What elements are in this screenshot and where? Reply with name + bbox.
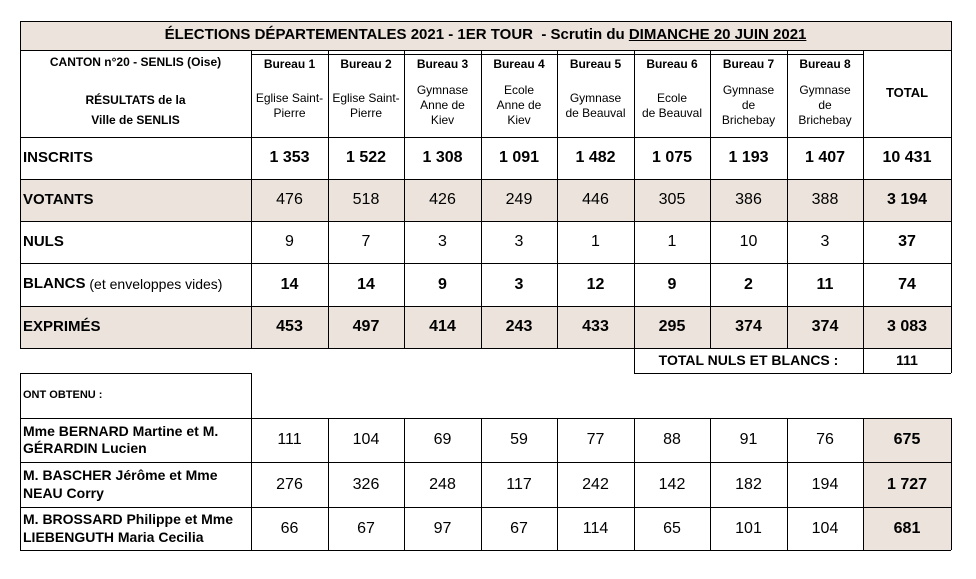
grid-line [20, 179, 951, 180]
row-total: 10 431 [882, 149, 932, 166]
candidate-name [20, 507, 251, 550]
nuls-blancs-value: 111 [896, 351, 918, 368]
row-total: 3 083 [886, 318, 928, 335]
cell-value: 12 [586, 275, 605, 293]
grid-line [20, 21, 951, 22]
grid-line [20, 50, 951, 51]
row-label-text: EXPRIMÉS [23, 317, 101, 335]
cell-value: 91 [739, 431, 758, 448]
grid-line [251, 50, 252, 348]
candidate-name-line: M. BASCHER Jérôme et Mme [23, 467, 218, 483]
bureau-name-line: de [818, 98, 832, 112]
candidate-name-line: LIEBENGUTH Maria Cecilia [23, 528, 204, 545]
candidate-name-line: GÉRARDIN Lucien [23, 440, 147, 456]
bureau-name-line: Brichebay [798, 113, 852, 127]
grid-line [863, 348, 864, 373]
cell-value: 9 [438, 275, 447, 293]
grid-line [20, 373, 21, 418]
cell-value: 3 [514, 233, 524, 250]
cell-value: 305 [658, 191, 686, 208]
grid-line [481, 50, 482, 348]
cell-value: 453 [276, 318, 303, 335]
row-label-blancs [20, 263, 251, 306]
title-date: DIMANCHE 20 JUIN 2021 [628, 26, 807, 44]
cell-value: 433 [582, 318, 609, 335]
cell-value: 117 [506, 475, 532, 493]
row-label-exprimés [20, 306, 251, 348]
bureau-name-line: Pierre [349, 105, 382, 120]
cell-value: 104 [811, 519, 839, 537]
cell-value: 1 353 [269, 149, 310, 166]
title-text: ÉLECTIONS DÉPARTEMENTALES 2021 - 1ER TOUR - Scrutin du [164, 26, 629, 44]
cell-value: 1 [591, 233, 600, 250]
cell-value: 142 [658, 475, 686, 493]
cell-value: 243 [505, 318, 533, 335]
cell-value: 242 [582, 475, 609, 493]
grid-line [251, 373, 252, 418]
grid-line [404, 50, 405, 348]
bureau-name-line: Ecole [656, 90, 688, 105]
grid-line [404, 418, 405, 550]
bureau-name-line: de Beauval [565, 105, 626, 120]
grid-line [481, 418, 482, 550]
cell-value: 1 308 [422, 149, 463, 166]
bureau-header-4: Bureau 4 [493, 56, 545, 71]
cell-value: 9 [667, 275, 677, 293]
grid-line [20, 306, 951, 307]
grid-line [951, 50, 952, 348]
cell-value: 1 075 [651, 149, 693, 166]
bureau-name-line: Pierre [273, 105, 306, 120]
bureau-header-7: Bureau 7 [722, 56, 775, 71]
grid-line [951, 418, 952, 550]
cell-value: 14 [280, 275, 299, 293]
grid-line [557, 50, 558, 348]
bureau-name-line: Eglise Saint- [332, 90, 400, 105]
cell-value: 518 [352, 191, 380, 208]
bureau-header-1: Bureau 1 [263, 56, 316, 71]
grid-line [20, 50, 21, 348]
cell-value: 1 522 [345, 149, 387, 166]
cell-value: 295 [658, 318, 686, 335]
cell-value: 497 [352, 318, 380, 335]
grid-line [20, 550, 951, 551]
grid-line [328, 418, 329, 550]
cell-value: 446 [582, 191, 609, 208]
bureau-name-5 [557, 74, 634, 137]
grid-line [634, 348, 635, 373]
cell-value: 1 407 [804, 149, 846, 166]
cell-value: 414 [429, 318, 456, 335]
bureau-name-2 [328, 74, 404, 137]
grid-line [20, 462, 951, 463]
cell-value: 326 [352, 475, 380, 493]
bureau-header-5: Bureau 5 [569, 56, 622, 71]
cell-value: 374 [735, 318, 762, 335]
cell-value: 374 [811, 318, 839, 335]
cell-value: 65 [663, 519, 681, 537]
row-total: 37 [898, 233, 916, 250]
grid-line [20, 21, 21, 50]
cell-value: 114 [582, 519, 609, 537]
cell-value: 386 [735, 191, 762, 208]
row-label-note: (et enveloppes vides) [85, 275, 223, 292]
row-label-text: INSCRITS [23, 148, 94, 166]
bureau-header-8: Bureau 8 [799, 56, 851, 71]
candidate-name [20, 462, 251, 507]
total-header: TOTAL [885, 85, 929, 101]
grid-line [863, 418, 864, 550]
cell-value: 1 091 [498, 149, 540, 166]
cell-value: 97 [433, 519, 452, 537]
row-label-text: BLANCS [23, 275, 86, 293]
grid-line [634, 50, 635, 348]
row-label-text: VOTANTS [23, 190, 94, 208]
row-label-inscrits [20, 137, 251, 179]
grid-line [787, 50, 788, 348]
bureau-name-line: Anne de [496, 98, 542, 112]
cell-value: 11 [816, 275, 834, 293]
grid-line [710, 50, 711, 348]
cell-value: 3 [820, 233, 830, 250]
bureau-name-4 [481, 74, 557, 137]
bureau-name-3 [404, 74, 481, 137]
grid-line [20, 348, 951, 349]
cell-value: 111 [277, 431, 302, 448]
grid-line [251, 418, 252, 550]
grid-line [20, 373, 251, 374]
bureau-name-line: de Beauval [641, 105, 703, 120]
row-label-votants [20, 179, 251, 221]
cell-value: 276 [276, 475, 303, 493]
candidate-name-line: NEAU Corry [23, 484, 104, 501]
grid-line [20, 507, 951, 508]
cell-value: 426 [429, 191, 456, 208]
grid-line [634, 418, 635, 550]
grid-line [787, 418, 788, 550]
bureau-header-3: Bureau 3 [416, 56, 469, 71]
canton-label: CANTON n°20 - SENLIS (Oise) [49, 54, 222, 69]
grid-line [20, 418, 951, 419]
cell-value: 101 [735, 519, 762, 537]
nuls-blancs-label: TOTAL NULS ET BLANCS : [658, 351, 839, 368]
grid-line [634, 373, 951, 374]
bureau-name-line: Ecole [503, 83, 535, 97]
row-label-nuls [20, 221, 251, 263]
grid-line [710, 418, 711, 550]
bureau-name-line: Brichebay [721, 113, 776, 127]
cell-value: 104 [352, 431, 380, 448]
cell-value: 66 [280, 519, 299, 537]
bureau-name-line: Gymnase [416, 83, 469, 97]
cell-value: 2 [744, 275, 753, 293]
results-label-line2: Ville de SENLIS [91, 112, 180, 127]
cell-value: 69 [433, 431, 452, 448]
candidate-name-line: Mme BERNARD Martine et M. [23, 422, 219, 439]
row-label-text: NULS [23, 232, 64, 250]
cell-value: 3 [514, 275, 524, 293]
bureau-name-1 [251, 74, 328, 137]
grid-line [20, 418, 21, 550]
candidate-name-line: M. BROSSARD Philippe et Mme [23, 511, 234, 527]
bureau-name-7 [710, 74, 787, 137]
grid-line [557, 418, 558, 550]
cell-value: 388 [811, 191, 839, 208]
bureau-name-line: Eglise Saint- [255, 90, 324, 105]
cell-value: 10 [739, 233, 758, 250]
grid-line [20, 221, 951, 222]
cell-value: 249 [505, 191, 533, 208]
cell-value: 76 [816, 431, 834, 448]
cell-value: 1 193 [728, 149, 769, 166]
candidate-total: 675 [893, 431, 921, 448]
row-total: 74 [898, 275, 916, 293]
cell-value: 1 482 [575, 149, 616, 166]
bureau-name-line: Kiev [507, 113, 531, 127]
bureau-header-2: Bureau 2 [340, 56, 392, 71]
grid-line [20, 263, 951, 264]
cell-value: 7 [361, 233, 371, 250]
grid-line [328, 50, 329, 348]
candidate-name [20, 418, 251, 462]
grid-line [951, 348, 952, 373]
cell-value: 67 [357, 519, 375, 537]
cell-value: 88 [663, 431, 681, 448]
bureau-name-line: Gymnase [569, 90, 622, 105]
candidate-total: 1 727 [886, 475, 928, 493]
cell-value: 3 [438, 233, 447, 250]
cell-value: 59 [510, 431, 528, 448]
table-title [20, 21, 951, 50]
cell-value: 67 [510, 519, 528, 537]
bureau-name-line: Gymnase [722, 83, 775, 97]
grid-line [951, 21, 952, 50]
cell-value: 14 [357, 275, 375, 293]
candidate-total: 681 [893, 519, 921, 537]
ont-obtenu-label: ONT OBTENU : [23, 388, 103, 401]
results-label-line1: RÉSULTATS de la [85, 92, 186, 107]
bureau-name-line: de [741, 98, 756, 112]
cell-value: 182 [735, 475, 762, 493]
bureau-header-6: Bureau 6 [646, 56, 698, 71]
row-total: 3 194 [886, 191, 928, 208]
bureau-name-6 [634, 74, 710, 137]
cell-value: 1 [667, 233, 677, 250]
grid-line [863, 50, 864, 348]
grid-line [20, 137, 951, 138]
cell-value: 77 [586, 431, 605, 448]
bureau-name-line: Anne de [420, 98, 465, 112]
cell-value: 476 [276, 191, 303, 208]
cell-value: 248 [429, 475, 456, 493]
cell-value: 194 [811, 475, 839, 493]
bureau-name-line: Gymnase [799, 83, 851, 97]
bureau-name-line: Kiev [430, 113, 455, 127]
cell-value: 9 [285, 233, 294, 250]
bureau-name-8 [787, 74, 863, 137]
